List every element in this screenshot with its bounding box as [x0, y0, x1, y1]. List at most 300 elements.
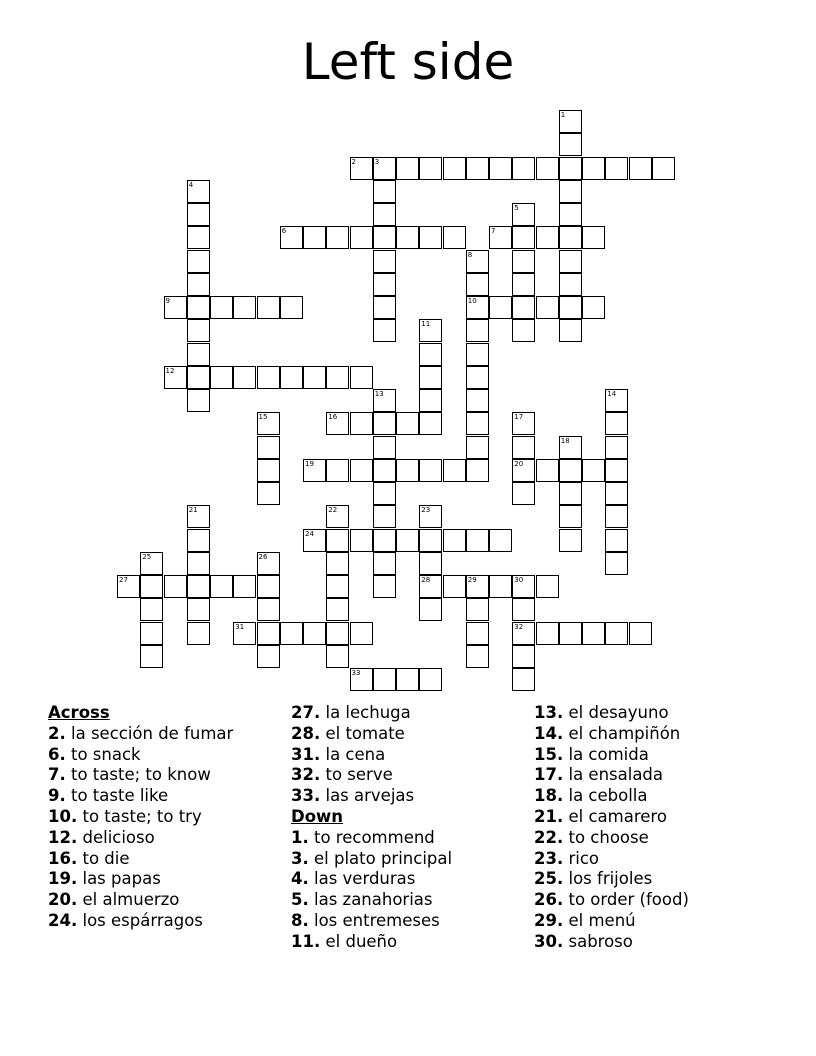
- clue-item-text: to recommend: [314, 827, 435, 847]
- grid-cell[interactable]: [373, 575, 396, 598]
- clue-number: 6: [281, 227, 287, 236]
- grid-cell[interactable]: [489, 529, 512, 552]
- grid-cell[interactable]: [350, 412, 373, 435]
- grid-cell[interactable]: [140, 598, 163, 621]
- clue-item-number: 33.: [291, 786, 321, 806]
- grid-cell[interactable]: [652, 157, 675, 180]
- clue-item: [48, 828, 233, 849]
- clue-item-number: 5.: [291, 890, 309, 910]
- clue-item-number: 30.: [534, 931, 564, 951]
- grid-cell[interactable]: [257, 552, 280, 575]
- clue-item-text: el plato principal: [314, 848, 453, 868]
- clue-item-text: el almuerzo: [82, 890, 180, 910]
- grid-cell[interactable]: [187, 366, 210, 389]
- clue-item: [534, 724, 689, 745]
- clue-item-number: 1.: [291, 827, 309, 847]
- grid-cell[interactable]: [233, 366, 256, 389]
- grid-cell[interactable]: [326, 552, 349, 575]
- clue-number: 5: [514, 204, 519, 212]
- clue-item-text: el dueño: [325, 931, 398, 951]
- clue-item-number: 31.: [291, 744, 321, 764]
- grid-cell[interactable]: [419, 157, 442, 180]
- grid-cell[interactable]: [466, 436, 489, 459]
- grid-cell[interactable]: [164, 366, 187, 389]
- grid-cell[interactable]: [559, 459, 582, 482]
- clue-item: [48, 890, 233, 911]
- clue-item-text: to taste; to try: [82, 806, 202, 826]
- clue-item: [291, 765, 452, 786]
- clue-number: 12: [165, 366, 175, 375]
- grid-cell[interactable]: [512, 598, 535, 621]
- clue-item-text: to taste; to know: [71, 765, 211, 785]
- clue-item-number: 12.: [48, 827, 78, 847]
- grid-cell[interactable]: [187, 226, 210, 249]
- grid-cell[interactable]: [466, 622, 489, 645]
- grid-cell[interactable]: [257, 436, 280, 459]
- grid-cell[interactable]: [559, 180, 582, 203]
- grid-cell[interactable]: [164, 575, 187, 598]
- clue-item-number: 7.: [48, 765, 66, 785]
- clue-item-text: to order (food): [568, 890, 689, 910]
- grid-cell[interactable]: [396, 226, 419, 249]
- clue-item-text: to snack: [71, 744, 141, 764]
- clue-item-number: 9.: [48, 786, 66, 806]
- clue-item-text: las arvejas: [325, 786, 415, 806]
- grid-cell[interactable]: [396, 459, 419, 482]
- grid-cell[interactable]: [605, 459, 628, 482]
- clue-item-number: 24.: [48, 910, 78, 930]
- clue-number: 3: [374, 157, 380, 166]
- clue-number: 2: [351, 157, 356, 166]
- grid-cell[interactable]: [233, 622, 256, 645]
- grid-cell[interactable]: [140, 552, 163, 575]
- clue-item-number: 20.: [48, 890, 78, 910]
- grid-cell[interactable]: [140, 645, 163, 668]
- grid-cell[interactable]: [373, 436, 396, 459]
- grid-cell[interactable]: [419, 552, 442, 575]
- grid-cell[interactable]: [373, 273, 396, 296]
- clue-number: 13: [374, 390, 384, 398]
- grid-cell[interactable]: [350, 622, 373, 645]
- grid-cell[interactable]: [512, 436, 535, 459]
- grid-cell[interactable]: [466, 366, 489, 389]
- grid-cell[interactable]: [280, 296, 303, 319]
- grid-cell[interactable]: [373, 250, 396, 273]
- clue-item-number: 23.: [534, 848, 564, 868]
- grid-cell[interactable]: [466, 273, 489, 296]
- grid-cell[interactable]: [257, 412, 280, 435]
- clue-number: 4: [188, 180, 194, 189]
- grid-cell[interactable]: [419, 505, 442, 528]
- grid-cell[interactable]: [326, 645, 349, 668]
- grid-cell[interactable]: [582, 157, 605, 180]
- grid-cell[interactable]: [512, 412, 535, 435]
- grid-cell[interactable]: [396, 529, 419, 552]
- grid-cell[interactable]: [326, 366, 349, 389]
- grid-cell[interactable]: [350, 157, 373, 180]
- grid-cell[interactable]: [443, 529, 466, 552]
- grid-cell[interactable]: [466, 250, 489, 273]
- grid-cell[interactable]: [559, 436, 582, 459]
- grid-cell[interactable]: [210, 366, 233, 389]
- grid-cell[interactable]: [512, 226, 535, 249]
- grid-cell[interactable]: [373, 505, 396, 528]
- grid-cell[interactable]: [419, 389, 442, 412]
- grid-cell[interactable]: [582, 459, 605, 482]
- grid-cell[interactable]: [466, 575, 489, 598]
- clue-number: 1: [560, 111, 566, 119]
- grid-cell[interactable]: [466, 389, 489, 412]
- clue-item-text: los espárragos: [82, 910, 203, 930]
- grid-cell[interactable]: [326, 459, 349, 482]
- clue-column-3: [534, 703, 689, 953]
- grid-cell[interactable]: [559, 505, 582, 528]
- grid-cell[interactable]: [350, 366, 373, 389]
- clue-item-text: la lechuga: [325, 703, 411, 722]
- grid-cell[interactable]: [443, 459, 466, 482]
- grid-cell[interactable]: [559, 203, 582, 226]
- grid-cell[interactable]: [559, 157, 582, 180]
- clue-column-1: [48, 703, 233, 932]
- grid-cell[interactable]: [512, 319, 535, 342]
- grid-cell[interactable]: [373, 157, 396, 180]
- grid-cell[interactable]: [187, 552, 210, 575]
- grid-cell[interactable]: [605, 552, 628, 575]
- clue-item-text: las zanahorias: [314, 890, 433, 910]
- grid-cell[interactable]: [512, 575, 535, 598]
- grid-cell[interactable]: [373, 296, 396, 319]
- clue-number: 21: [188, 506, 198, 515]
- clue-item-text: delicioso: [82, 827, 155, 847]
- grid-cell[interactable]: [559, 250, 582, 273]
- grid-cell[interactable]: [419, 343, 442, 366]
- grid-cell[interactable]: [373, 203, 396, 226]
- clue-item-text: el desayuno: [568, 703, 669, 722]
- clue-item: [48, 807, 233, 828]
- clue-number: 28: [421, 576, 431, 584]
- grid-cell[interactable]: [582, 296, 605, 319]
- clue-number: 9: [165, 297, 170, 305]
- grid-cell[interactable]: [396, 157, 419, 180]
- grid-cell[interactable]: [419, 459, 442, 482]
- clue-item: [291, 869, 452, 890]
- clue-item-number: 22.: [534, 827, 564, 847]
- grid-cell[interactable]: [559, 622, 582, 645]
- clue-number: 30: [514, 576, 524, 584]
- clue-item-number: 14.: [534, 723, 564, 743]
- grid-cell[interactable]: [373, 459, 396, 482]
- clue-item-text: sabroso: [568, 931, 633, 951]
- grid-cell[interactable]: [187, 598, 210, 621]
- grid-cell[interactable]: [466, 343, 489, 366]
- grid-cell[interactable]: [489, 575, 512, 598]
- clue-number: 24: [305, 529, 314, 538]
- grid-cell[interactable]: [257, 598, 280, 621]
- grid-cell[interactable]: [373, 226, 396, 249]
- grid-cell[interactable]: [489, 226, 512, 249]
- grid-cell[interactable]: [582, 226, 605, 249]
- grid-cell[interactable]: [629, 622, 652, 645]
- grid-cell[interactable]: [512, 459, 535, 482]
- grid-cell[interactable]: [257, 622, 280, 645]
- clue-item: [534, 828, 689, 849]
- grid-cell[interactable]: [559, 296, 582, 319]
- grid-cell[interactable]: [559, 226, 582, 249]
- clue-number: 8: [467, 250, 473, 259]
- grid-cell[interactable]: [419, 668, 442, 691]
- clue-item: [48, 765, 233, 786]
- grid-cell[interactable]: [303, 459, 326, 482]
- grid-cell[interactable]: [140, 622, 163, 645]
- clue-item: [291, 890, 452, 911]
- grid-cell[interactable]: [280, 622, 303, 645]
- grid-cell[interactable]: [373, 482, 396, 505]
- grid-cell[interactable]: [373, 389, 396, 412]
- grid-cell[interactable]: [140, 575, 163, 598]
- grid-cell[interactable]: [373, 180, 396, 203]
- clue-number: 20: [514, 459, 524, 468]
- clue-item-text: to choose: [568, 827, 649, 847]
- grid-cell[interactable]: [512, 622, 535, 645]
- clue-item-number: 4.: [291, 869, 309, 889]
- clue-item: [291, 703, 452, 724]
- grid-cell[interactable]: [536, 226, 559, 249]
- grid-cell[interactable]: [466, 598, 489, 621]
- clue-item: [291, 932, 452, 953]
- clue-item-number: 18.: [534, 786, 564, 806]
- grid-cell[interactable]: [303, 226, 326, 249]
- clue-item: [534, 911, 689, 932]
- grid-cell[interactable]: [419, 366, 442, 389]
- grid-cell[interactable]: [187, 250, 210, 273]
- clue-item: [534, 745, 689, 766]
- grid-cell[interactable]: [512, 250, 535, 273]
- grid-cell[interactable]: [280, 226, 303, 249]
- grid-cell[interactable]: [350, 459, 373, 482]
- grid-cell[interactable]: [373, 552, 396, 575]
- clue-item-text: to taste like: [71, 786, 169, 806]
- clue-item-text: to serve: [325, 765, 393, 785]
- clue-item-number: 29.: [534, 910, 564, 930]
- grid-cell[interactable]: [559, 273, 582, 296]
- grid-cell[interactable]: [303, 529, 326, 552]
- clue-item-number: 26.: [534, 890, 564, 910]
- grid-cell[interactable]: [326, 529, 349, 552]
- clue-number: 7: [491, 227, 496, 236]
- grid-cell[interactable]: [257, 296, 280, 319]
- clue-item-text: la cena: [325, 744, 386, 764]
- grid-cell[interactable]: [187, 319, 210, 342]
- grid-cell[interactable]: [605, 412, 628, 435]
- grid-cell[interactable]: [536, 575, 559, 598]
- clue-item-number: 19.: [48, 869, 78, 889]
- grid-cell[interactable]: [350, 226, 373, 249]
- grid-cell[interactable]: [629, 157, 652, 180]
- grid-cell[interactable]: [605, 622, 628, 645]
- clue-item-number: 25.: [534, 869, 564, 889]
- grid-cell[interactable]: [443, 157, 466, 180]
- clue-item: [534, 890, 689, 911]
- grid-cell[interactable]: [373, 529, 396, 552]
- grid-cell[interactable]: [489, 157, 512, 180]
- clue-item: [48, 745, 233, 766]
- clue-number: 17: [514, 413, 524, 422]
- grid-cell[interactable]: [419, 412, 442, 435]
- grid-cell[interactable]: [233, 575, 256, 598]
- grid-cell[interactable]: [210, 575, 233, 598]
- grid-cell[interactable]: [605, 505, 628, 528]
- clue-item: [48, 849, 233, 870]
- grid-cell[interactable]: [326, 622, 349, 645]
- grid-cell[interactable]: [373, 668, 396, 691]
- grid-cell[interactable]: [187, 273, 210, 296]
- grid-cell[interactable]: [396, 412, 419, 435]
- grid-cell[interactable]: [187, 296, 210, 319]
- clue-number: 31: [235, 622, 245, 631]
- clue-item: [534, 849, 689, 870]
- grid-cell[interactable]: [233, 296, 256, 319]
- grid-cell[interactable]: [326, 226, 349, 249]
- clue-item-number: 16.: [48, 848, 78, 868]
- grid-cell[interactable]: [605, 436, 628, 459]
- grid-cell[interactable]: [512, 157, 535, 180]
- clue-number: 19: [305, 459, 314, 468]
- clue-item: [48, 786, 233, 807]
- grid-cell[interactable]: [466, 529, 489, 552]
- grid-cell[interactable]: [605, 389, 628, 412]
- grid-cell[interactable]: [466, 319, 489, 342]
- grid-cell[interactable]: [443, 226, 466, 249]
- grid-cell[interactable]: [187, 622, 210, 645]
- clue-item-number: 28.: [291, 723, 321, 743]
- clue-item: [534, 932, 689, 953]
- grid-cell[interactable]: [512, 203, 535, 226]
- clue-item: [291, 911, 452, 932]
- grid-cell[interactable]: [257, 645, 280, 668]
- grid-cell[interactable]: [187, 180, 210, 203]
- clue-item: [291, 724, 452, 745]
- clue-item-text: los entremeses: [314, 910, 440, 930]
- grid-cell[interactable]: [489, 296, 512, 319]
- clue-item-number: 13.: [534, 703, 564, 722]
- grid-cell[interactable]: [419, 319, 442, 342]
- grid-cell[interactable]: [536, 296, 559, 319]
- grid-cell[interactable]: [187, 343, 210, 366]
- grid-cell[interactable]: [303, 622, 326, 645]
- grid-cell[interactable]: [559, 110, 582, 133]
- grid-cell[interactable]: [373, 319, 396, 342]
- clue-number: 25: [142, 552, 152, 561]
- grid-cell[interactable]: [164, 296, 187, 319]
- clue-number: 22: [328, 506, 338, 515]
- grid-cell[interactable]: [326, 575, 349, 598]
- grid-cell[interactable]: [187, 575, 210, 598]
- grid-cell[interactable]: [373, 412, 396, 435]
- grid-cell[interactable]: [257, 575, 280, 598]
- grid-cell[interactable]: [350, 529, 373, 552]
- grid-cell[interactable]: [326, 598, 349, 621]
- clue-number: 29: [467, 576, 477, 584]
- grid-cell[interactable]: [419, 226, 442, 249]
- grid-cell[interactable]: [350, 668, 373, 691]
- grid-cell[interactable]: [303, 366, 326, 389]
- grid-cell[interactable]: [187, 505, 210, 528]
- grid-cell[interactable]: [512, 273, 535, 296]
- grid-cell[interactable]: [536, 157, 559, 180]
- grid-cell[interactable]: [605, 529, 628, 552]
- grid-cell[interactable]: [512, 296, 535, 319]
- grid-cell[interactable]: [512, 482, 535, 505]
- grid-cell[interactable]: [512, 668, 535, 691]
- clue-item-text: la ensalada: [568, 765, 664, 785]
- clue-number: 23: [421, 506, 431, 515]
- grid-cell[interactable]: [187, 529, 210, 552]
- grid-cell[interactable]: [280, 366, 303, 389]
- grid-cell[interactable]: [419, 598, 442, 621]
- grid-cell[interactable]: [605, 482, 628, 505]
- clue-section-heading: Down: [291, 806, 344, 826]
- clue-number: 32: [514, 622, 524, 631]
- grid-cell[interactable]: [257, 366, 280, 389]
- grid-cell[interactable]: [117, 575, 140, 598]
- clue-item: [48, 724, 233, 745]
- grid-cell[interactable]: [605, 157, 628, 180]
- grid-cell[interactable]: [396, 668, 419, 691]
- grid-cell[interactable]: [326, 412, 349, 435]
- grid-cell[interactable]: [559, 529, 582, 552]
- clue-number: 11: [421, 320, 431, 329]
- grid-cell[interactable]: [559, 482, 582, 505]
- grid-cell[interactable]: [187, 203, 210, 226]
- clue-item-number: 10.: [48, 806, 78, 826]
- clue-number: 16: [328, 413, 338, 422]
- clue-item: [291, 745, 452, 766]
- clue-item-number: 27.: [291, 703, 321, 722]
- clue-item-text: las verduras: [314, 869, 416, 889]
- clue-item: [534, 703, 689, 724]
- grid-cell[interactable]: [536, 622, 559, 645]
- grid-cell[interactable]: [466, 459, 489, 482]
- grid-cell[interactable]: [536, 459, 559, 482]
- clue-item-text: la comida: [568, 744, 649, 764]
- grid-cell[interactable]: [582, 622, 605, 645]
- clue-item-number: 6.: [48, 744, 66, 764]
- clue-item: [48, 911, 233, 932]
- grid-cell[interactable]: [419, 575, 442, 598]
- grid-cell[interactable]: [326, 505, 349, 528]
- clue-item-number: 32.: [291, 765, 321, 785]
- grid-cell[interactable]: [466, 157, 489, 180]
- grid-cell[interactable]: [257, 459, 280, 482]
- grid-cell[interactable]: [257, 482, 280, 505]
- grid-cell[interactable]: [187, 389, 210, 412]
- clue-item-number: 21.: [534, 806, 564, 826]
- grid-cell[interactable]: [419, 529, 442, 552]
- grid-cell[interactable]: [559, 319, 582, 342]
- grid-cell[interactable]: [559, 133, 582, 156]
- clue-number: 15: [258, 413, 268, 422]
- grid-cell[interactable]: [443, 575, 466, 598]
- clue-column-2: [291, 703, 452, 953]
- clue-item-text: la cebolla: [568, 786, 648, 806]
- grid-cell[interactable]: [466, 645, 489, 668]
- grid-cell[interactable]: [466, 412, 489, 435]
- clue-item-number: 3.: [291, 848, 309, 868]
- clue-item-text: el menú: [568, 910, 636, 930]
- grid-cell[interactable]: [512, 645, 535, 668]
- grid-cell[interactable]: [466, 296, 489, 319]
- grid-cell[interactable]: [210, 296, 233, 319]
